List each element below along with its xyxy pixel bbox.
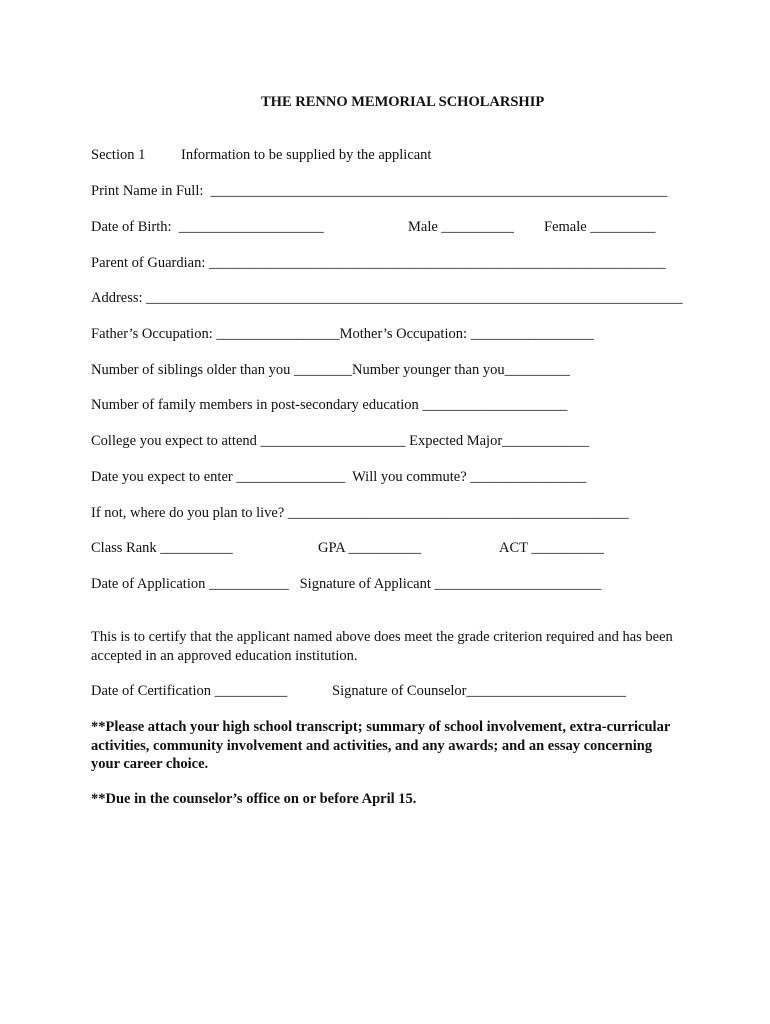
act-field[interactable]: ACT __________: [499, 540, 604, 556]
section-label: Information to be supplied by the applicant: [181, 147, 432, 163]
class-rank-field[interactable]: Class Rank __________: [91, 540, 233, 556]
form-title: THE RENNO MEMORIAL SCHOLARSHIP: [261, 94, 545, 110]
gpa-field[interactable]: GPA __________: [318, 540, 422, 556]
family-education-field[interactable]: Number of family members in post-secondary education ____________________: [91, 397, 568, 413]
occupation-fields[interactable]: Father’s Occupation: _________________Mother’s Occupation: _________________: [91, 326, 594, 342]
certification-statement: This is to certify that the applicant named above does meet the grade criterion required and has been accepted in an approved education institution.: [91, 629, 673, 664]
section-number: Section 1: [91, 147, 146, 163]
application-fields[interactable]: Date of Application ___________ Signature of Applicant _______________________: [91, 576, 602, 592]
enter-commute-fields[interactable]: Date you expect to enter _______________ Will you commute? ________________: [91, 469, 587, 485]
due-date-note: **Due in the counselor’s office on or before April 15.: [91, 791, 417, 807]
certification-date-field[interactable]: Date of Certification __________: [91, 683, 288, 699]
counselor-signature-field[interactable]: Signature of Counselor______________________: [332, 683, 627, 699]
full-name-field[interactable]: Print Name in Full: _______________________________________________________________: [91, 183, 668, 199]
address-field[interactable]: Address: __________________________________________________________________________: [91, 290, 683, 306]
attachment-note: **Please attach your high school transcript; summary of school involvement, extra-curricular activities, community involvement and activities, and any awards; and an essay concerning your career choice.: [91, 719, 670, 772]
male-field[interactable]: Male __________: [408, 219, 514, 235]
female-field[interactable]: Female _________: [544, 219, 656, 235]
date-of-birth-field[interactable]: Date of Birth: ____________________: [91, 219, 324, 235]
guardian-field[interactable]: Parent of Guardian: _______________________________________________________________: [91, 255, 666, 271]
siblings-fields[interactable]: Number of siblings older than you ________Number younger than you_________: [91, 362, 570, 378]
live-field[interactable]: If not, where do you plan to live? _______________________________________________: [91, 505, 629, 521]
college-fields[interactable]: College you expect to attend ____________________ Expected Major____________: [91, 433, 590, 449]
